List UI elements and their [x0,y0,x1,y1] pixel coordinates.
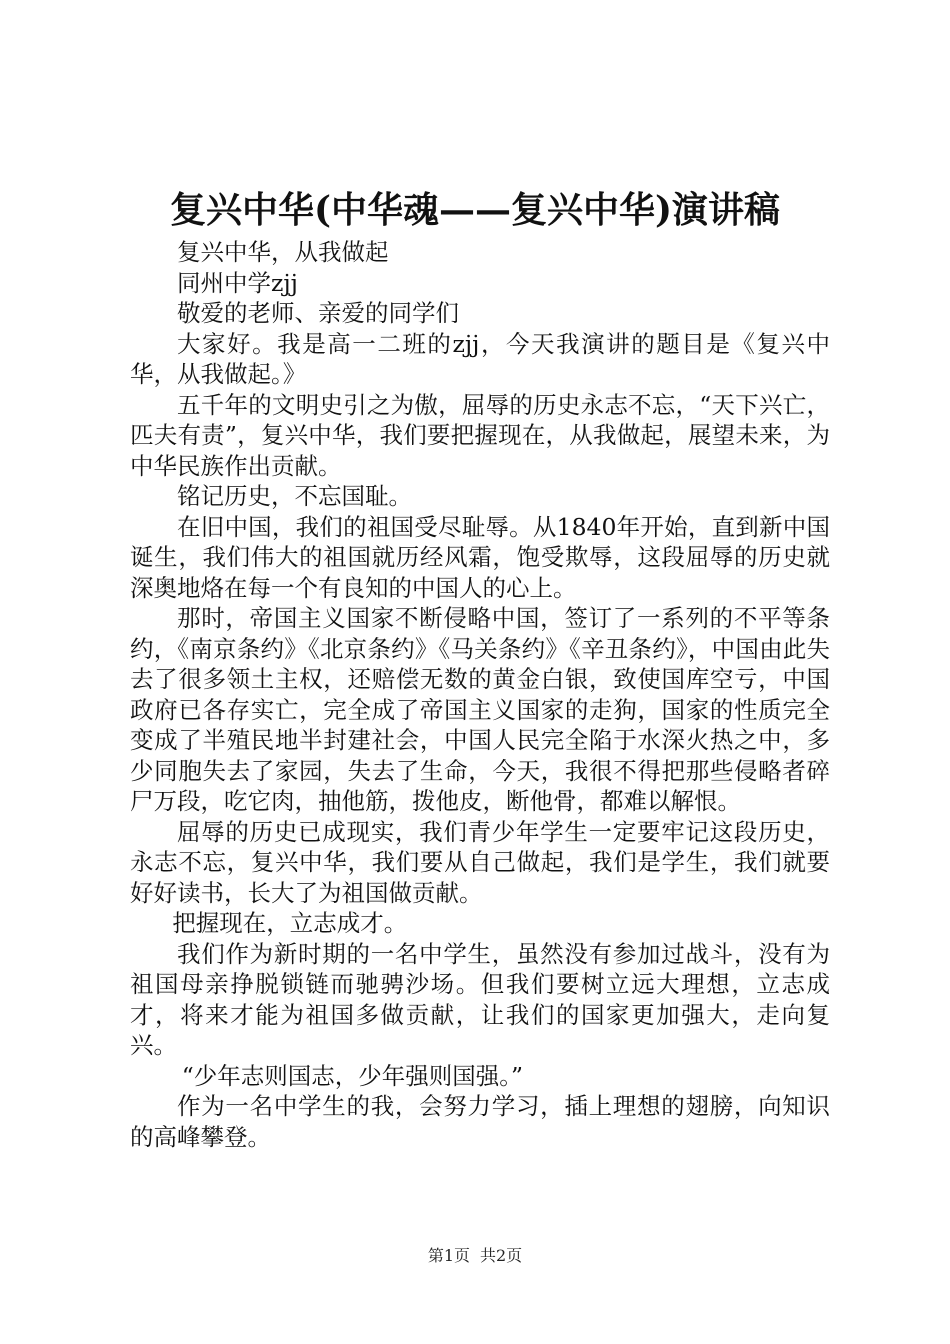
paragraph-salutation: 敬爱的老师、亲爱的同学们 [177,299,459,327]
paragraph-remember: 屈辱的历史已成现实，我们青少年学生一定要牢记这段历史，永志不忘，复兴中华，我们要从自己做起，我们是学生，我们就要好好读书，长大了为祖国做贡献。 [130,817,830,907]
document-body [130,237,830,1152]
paragraph-heading-present: 把握现在，立志成才。 [172,909,408,937]
paragraph-old-china: 在旧中国，我们的祖国受尽耻辱。从1840年开始，直到新中国诞生，我们伟大的祖国就历经风霜，饱受欺辱，这段屈辱的历史就深奥地烙在每一个有良知的中国人的心上。 [130,512,830,602]
page-total: 共2页 [480,1246,523,1265]
paragraph-intro: 五千年的文明史引之为傲，屈辱的历史永志不忘，“天下兴亡，匹夫有责”，复兴中华，我们要把握现在，从我做起，展望未来，为中华民族作出贡献。 [130,390,830,480]
paragraph-author: 同州中学zjj [177,268,298,297]
page-footer [0,1244,950,1268]
paragraph-closing: 作为一名中学生的我，会努力学习，插上理想的翅膀，向知识的高峰攀登。 [130,1092,830,1151]
document-title: 复兴中华(中华魂——复兴中华)演讲稿 [169,189,781,231]
paragraph-treaties: 那时，帝国主义国家不断侵略中国，签订了一系列的不平等条约，《南京条约》《北京条约》《马关条约》《辛丑条约》，中国由此失去了很多领土主权，还赔偿无数的黄金白银，致使国库空亏，中国政府已各存实亡，完全成了帝国主义国家的走狗，国家的性质完全变成了半殖民地半封建社会，中国人民完全陷于水深火热之中，多少同胞失去了家园，失去了生命，今天，我很不得把那些侵略者碎尸万段，吃它肉，抽他筋，拨他皮，断他骨，都难以解恨。 [130,604,830,815]
paragraph-student: 我们作为新时期的一名中学生，虽然没有参加过战斗，没有为祖国母亲挣脱锁链而驰骋沙场。但我们要树立远大理想，立志成才，将来才能为祖国多做贡献，让我们的国家更加强大，走向复兴。 [130,939,830,1059]
paragraph-subtitle: 复兴中华，从我做起 [177,238,389,266]
paragraph-greeting: 大家好。我是高一二班的zjj，今天我演讲的题目是《复兴中华，从我做起。》 [130,329,830,388]
page-number: 第1页 [427,1246,470,1265]
paragraph-heading-history: 铭记历史，不忘国耻。 [177,482,412,510]
paragraph-quote: “少年志则国志，少年强则国强。” [181,1061,523,1090]
